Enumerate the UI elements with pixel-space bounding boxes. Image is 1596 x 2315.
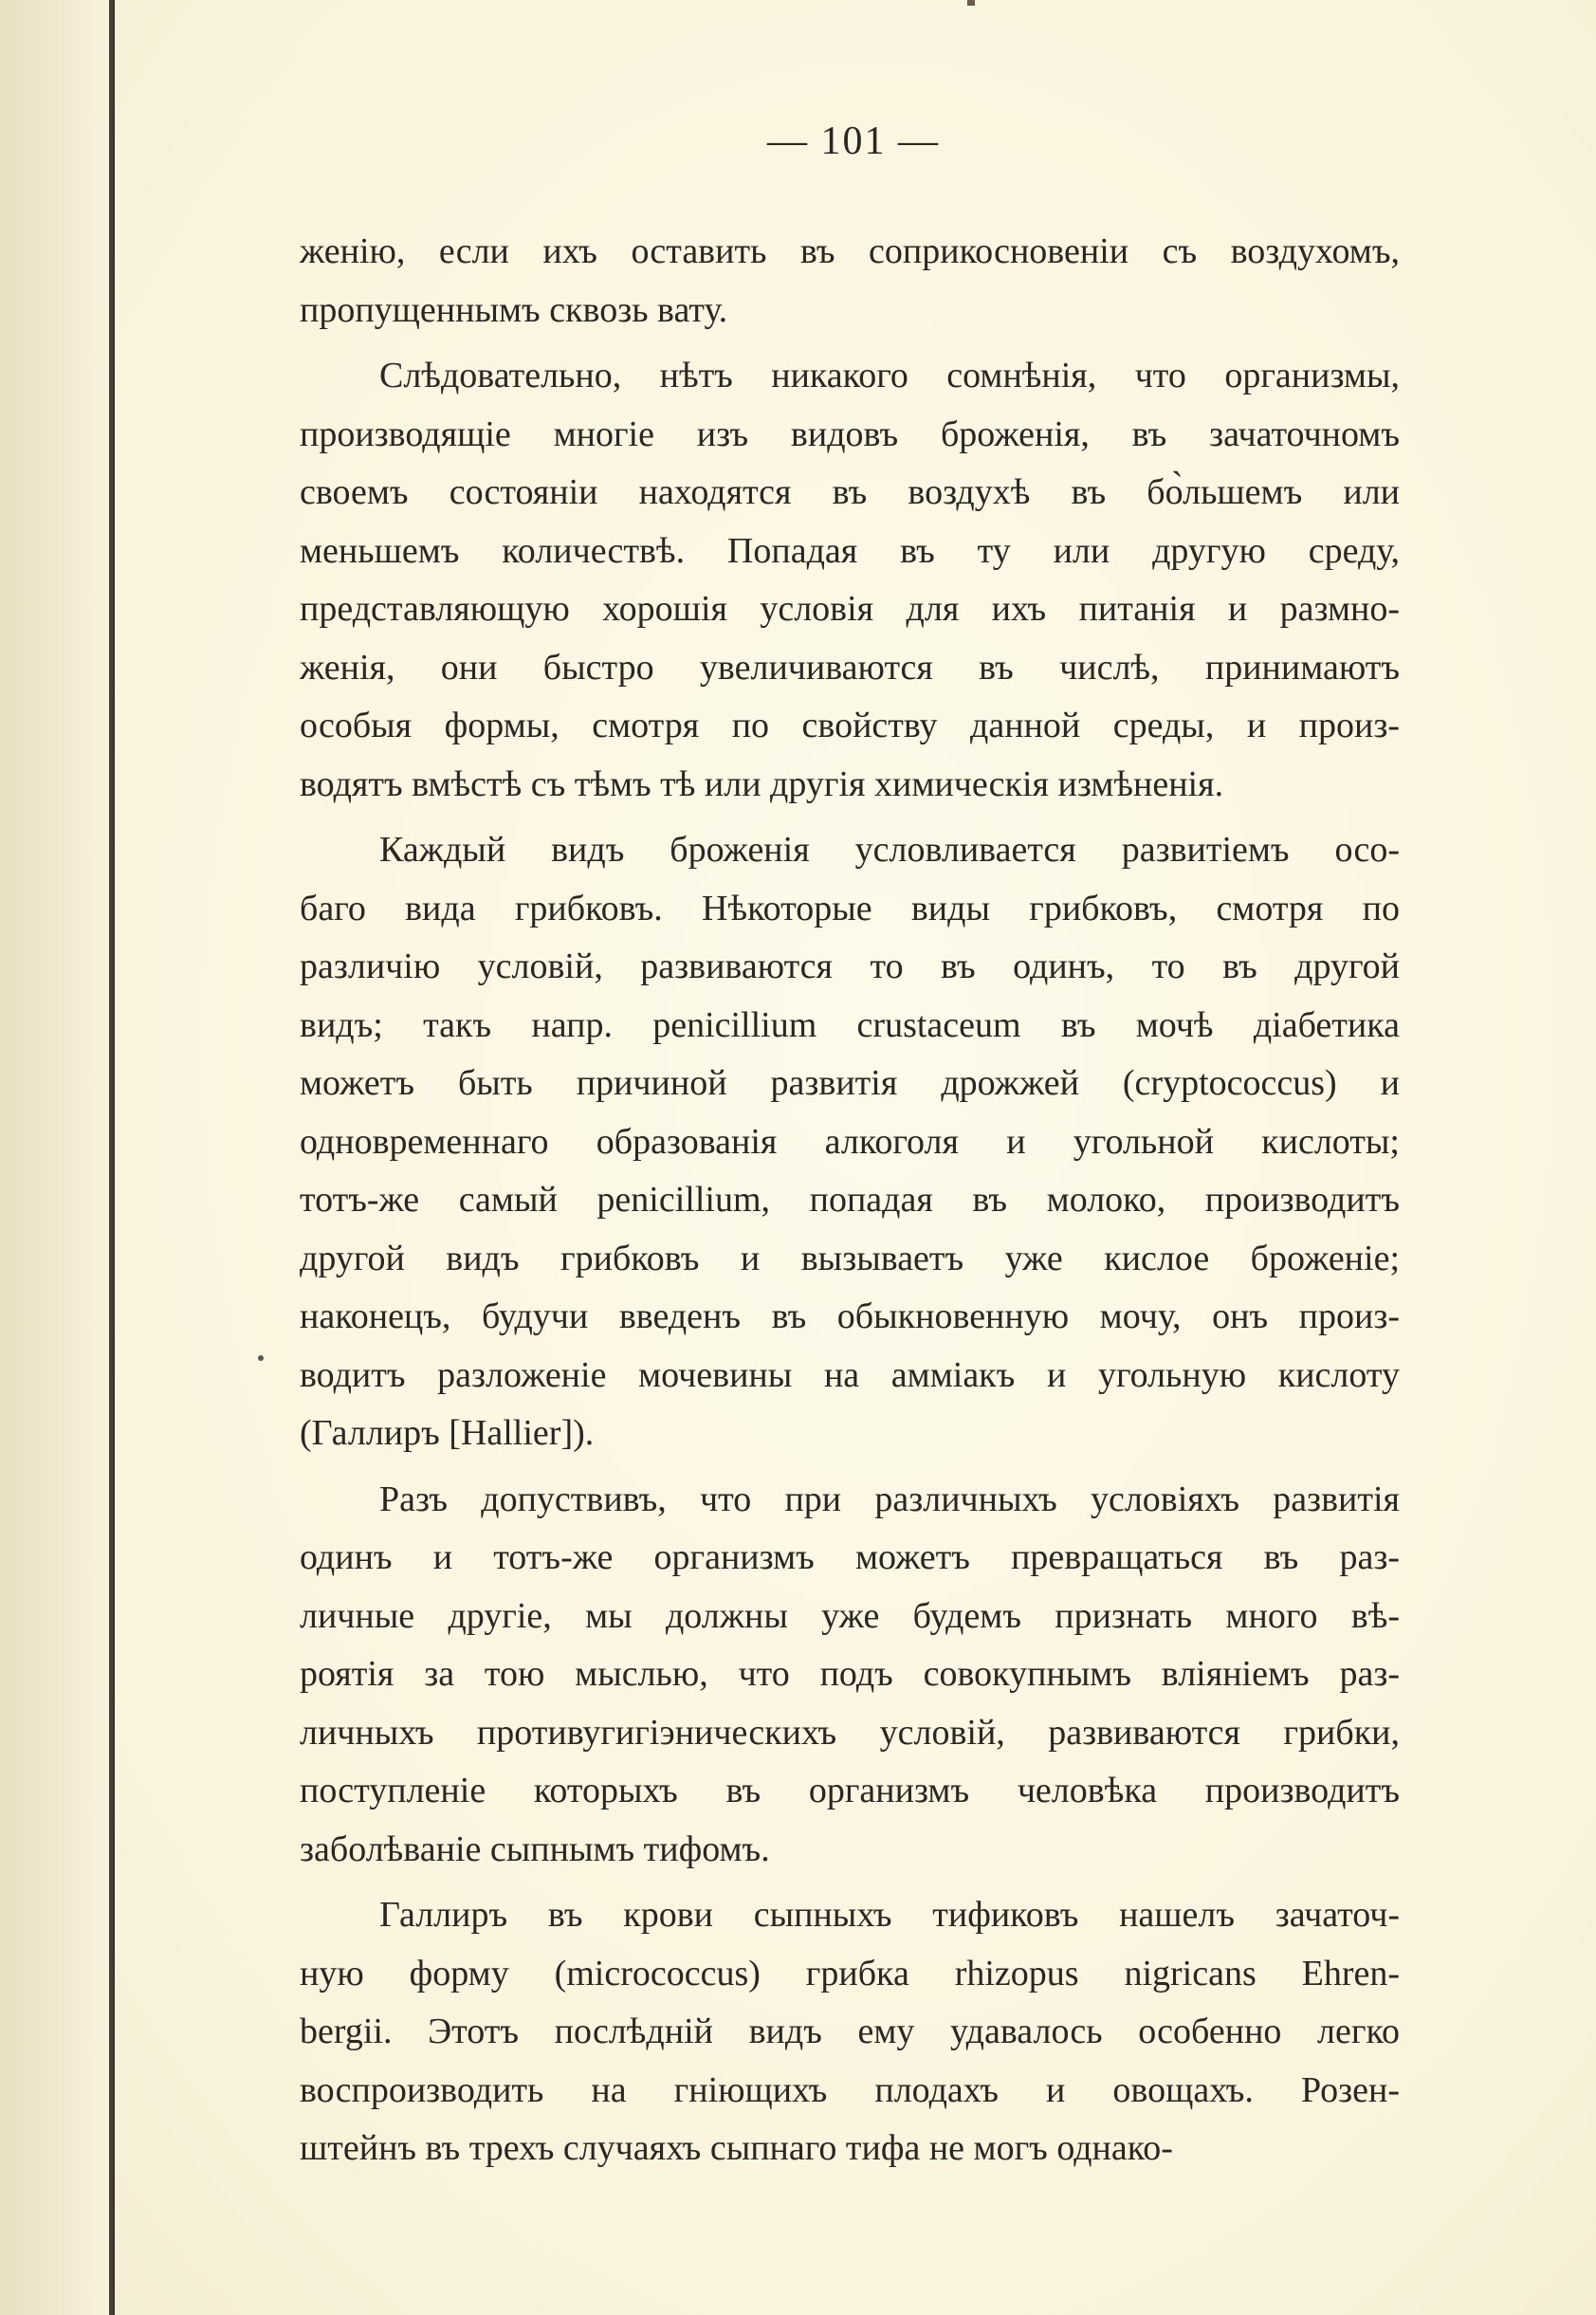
text-line: заболѣваніе сыпнымъ тифомъ.	[300, 1828, 770, 1869]
text-line: тотъ-же самый penicillium, попадая въ молоко, производитъ	[300, 1180, 1400, 1220]
text-line: воспроизводить на гніющихъ плодахъ и овощахъ. Розен-	[300, 2069, 1400, 2110]
binding-gutter-line	[109, 0, 113, 2315]
text-line: женію, если ихъ оставить въ соприкосновеніи съ воздухомъ,	[300, 231, 1400, 271]
paragraph	[300, 1886, 1400, 2178]
text-line: женія, они быстро увеличиваются въ числѣ, принимаютъ	[300, 647, 1400, 688]
text-line: Галлиръ въ крови сыпныхъ тификовъ нашелъ зачаточ-	[379, 1895, 1400, 1935]
text-line: особыя формы, смотря по свойству данной среды, и произ-	[300, 706, 1400, 745]
text-line: ную форму (micrococcus) грибка rhizopus nigricans Ehren-	[300, 1953, 1400, 1993]
text-line: пропущеннымъ сквозь вату.	[300, 289, 728, 330]
text-line: другой видъ грибковъ и вызываетъ уже кислое броженіе;	[300, 1238, 1400, 1278]
text-line: личные другіе, мы должны уже будемъ признать много вѣ-	[300, 1595, 1400, 1636]
text-line: можетъ быть причиной развитія дрожжей (cryptococcus) и	[300, 1063, 1400, 1103]
text-line: Каждый видъ броженія условливается развитіемъ осо-	[379, 830, 1400, 870]
paragraph	[300, 821, 1400, 1463]
text-line: поступленіе которыхъ въ организмъ человѣка производитъ	[300, 1771, 1400, 1810]
text-line: водитъ разложеніе мочевины на амміакъ и угольную кислоту	[300, 1354, 1400, 1395]
page-number-text: — 101 —	[767, 119, 940, 163]
text-line: представляющую хорошія условія для ихъ питанія и размно-	[300, 589, 1400, 629]
paragraph	[300, 1471, 1400, 1880]
paragraph	[300, 347, 1400, 814]
text-line: bergii. Этотъ послѣдній видъ ему удавалось особенно легко	[300, 2012, 1400, 2051]
body-text	[300, 223, 1400, 2178]
page-number	[0, 119, 1596, 164]
paragraph	[300, 223, 1400, 340]
text-line: производящіе многіе изъ видовъ броженія, въ зачаточномъ	[300, 413, 1400, 454]
text-line: личныхъ противугигіэническихъ условій, развиваются грибки,	[300, 1712, 1400, 1753]
text-line: штейнъ въ трехъ случаяхъ сыпнаго тифа не могъ однако-	[300, 2128, 1173, 2168]
text-line: различію условій, развиваются то въ одинъ, то въ другой	[300, 946, 1400, 986]
text-line: одновременнаго образованія алкоголя и угольной кислоты;	[300, 1121, 1400, 1162]
page-binding-edge	[0, 0, 115, 2315]
scan-mark	[967, 0, 975, 6]
text-line: одинъ и тотъ-же организмъ можетъ превращаться въ раз-	[300, 1537, 1400, 1577]
text-line: наконецъ, будучи введенъ въ обыкновенную мочу, онъ произ-	[300, 1296, 1400, 1336]
text-line: Разъ допуствивъ, что при различныхъ условіяхъ развитія	[379, 1479, 1400, 1519]
text-line: меньшемъ количествѣ. Попадая въ ту или другую среду,	[300, 530, 1400, 571]
text-line: (Галлиръ [Hallier]).	[300, 1413, 595, 1453]
margin-dot	[258, 1355, 264, 1361]
text-line: своемъ состояніи находятся въ воздухѣ въ бо̀льшемъ или	[300, 472, 1400, 512]
text-line: Слѣдовательно, нѣтъ никакого сомнѣнія, что организмы,	[379, 356, 1400, 395]
text-line: видъ; такъ напр. penicillium crustaceum въ мочѣ діабетика	[300, 1004, 1400, 1045]
text-line: роятія за тою мыслью, что подъ совокупнымъ вліяніемъ раз-	[300, 1654, 1400, 1694]
text-line: водятъ вмѣстѣ съ тѣмъ тѣ или другія химическія измѣненія.	[300, 763, 1224, 804]
text-line: баго вида грибковъ. Нѣкоторые виды грибковъ, смотря по	[300, 888, 1400, 928]
